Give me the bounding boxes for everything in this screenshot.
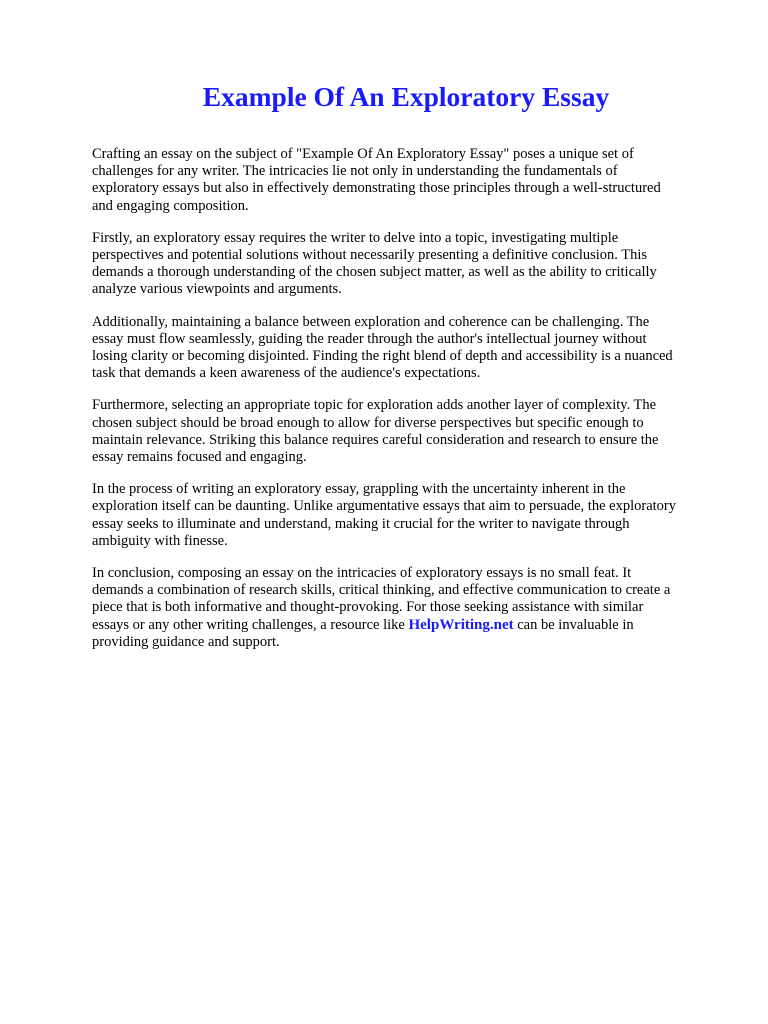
paragraph-line: essay remains focused and engaging. (92, 449, 307, 466)
paragraph-line: demands a combination of research skills, critical thinking, and effective communication to create a (92, 582, 671, 599)
paragraph-conclusion (92, 565, 716, 651)
paragraph-line: ambiguity with finesse. (92, 532, 228, 549)
paragraph-additionally (92, 314, 716, 383)
paragraph-line: piece that is both informative and thought-provoking. For those seeking assistance with similar (92, 599, 644, 616)
paragraph-line: exploration itself can be daunting. Unlike argumentative essays that aim to persuade, the exploratory (92, 498, 676, 515)
paragraph-line: Crafting an essay on the subject of "Example Of An Exploratory Essay" poses a unique set of (92, 146, 634, 162)
helpwriting-link[interactable]: HelpWriting.net (408, 616, 514, 633)
paragraph-line: perspectives and potential solutions without necessarily presenting a definitive conclusion. This (92, 247, 648, 264)
paragraph-line: In conclusion, composing an essay on the intricacies of exploratory essays is no small feat. It (92, 565, 632, 582)
paragraph-line: Furthermore, selecting an appropriate topic for exploration adds another layer of complexity. The (92, 397, 657, 414)
paragraph-line: Firstly, an exploratory essay requires the writer to delve into a topic, investigating multiple (92, 229, 619, 246)
paragraph-line: challenges for any writer. The intricacies lie not only in understanding the fundamentals of (92, 163, 618, 180)
paragraph-line: Additionally, maintaining a balance between exploration and coherence can be challenging. The (92, 313, 650, 330)
paragraph-furthermore (92, 397, 716, 466)
document-body (92, 146, 716, 666)
paragraph-line: analyze various viewpoints and arguments. (92, 281, 342, 298)
paragraph-line: demands a thorough understanding of the chosen subject matter, as well as the ability to critically (92, 264, 657, 281)
paragraph-line: losing clarity or becoming disjointed. Finding the right blend of depth and accessibility is a nuanced (92, 348, 673, 365)
paragraph-line: and engaging composition. (92, 197, 249, 214)
paragraph-intro (92, 146, 716, 215)
paragraph-line: essay seeks to illuminate and understand, making it crucial for the writer to navigate through (92, 515, 630, 532)
paragraph-line: exploratory essays but also in effectively demonstrating those principles through a well-structured (92, 180, 661, 197)
paragraph-line: task that demands a keen awareness of the audience's expectations. (92, 365, 481, 382)
paragraph-firstly (92, 230, 716, 299)
paragraph-line: providing guidance and support. (92, 633, 280, 650)
paragraph-line-with-link (92, 617, 716, 634)
paragraph-line: essay must flow seamlessly, guiding the reader through the author's intellectual journey without (92, 330, 647, 347)
paragraph-line: In the process of writing an exploratory essay, grappling with the uncertainty inherent in the (92, 481, 626, 498)
paragraph-line: maintain relevance. Striking this balance requires careful consideration and research to ensure the (92, 431, 659, 448)
link-trail-text: can be invaluable in (513, 616, 634, 633)
document-title: Example Of An Exploratory Essay (202, 81, 610, 112)
paragraph-line: chosen subject should be broad enough to allow for diverse perspectives but specific enough to (92, 414, 644, 431)
link-lead-text: essays or any other writing challenges, a resource like (92, 616, 409, 633)
paragraph-process (92, 481, 716, 550)
